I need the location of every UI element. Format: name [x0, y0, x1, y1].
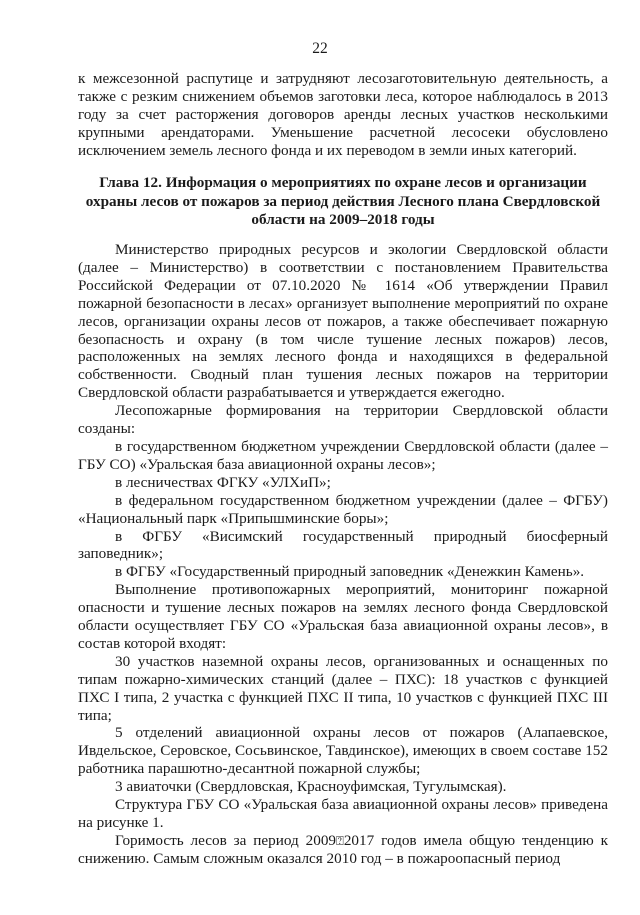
page-number: 22 [312, 40, 328, 57]
paragraph-ministry: Министерство природных ресурсов и экологии Свердловской области (далее – Министерство) в соответствии с постановлением Правительства Российской Федерации от 07.10.2020 № 1614 «Об утверждении Правил пожарной безопасности в лесах» организует выполнение мероприятий по охране лесов, организации охраны лесов от пожаров, а также обеспечивает пожарную безопасность и охрану (в том числе тушение лесных пожаров) лесов, расположенных на землях лесного фонда и находящихся в федеральной собственности. Сводный план тушения лесных пожаров на территории Свердловской области разрабатывается и утверждается ежегодно. [78, 241, 608, 402]
missing-glyph-icon: ⍰ [336, 832, 344, 848]
paragraph-fire-rate [78, 832, 608, 868]
fire-rate-text-end: 2017 годов имела общую тенденцию к снижению. Самым сложным оказался 2010 год – в пожароопасный период [78, 831, 608, 867]
list-item-aviation-units: 5 отделений авиационной охраны лесов от пожаров (Алапаевское, Ивдельское, Серовское, Сосьвинское, Тавдинское), имеющих в своем составе 152 работника парашютно-десантной пожарной службы; [78, 724, 608, 778]
list-item-ground-sections: 30 участков наземной охраны лесов, организованных и оснащенных по типам пожарно-химических станций (далее – ПХС): 18 участков с функцией ПХС I типа, 2 участка с функцией ПХС II типа, 10 участков с функцией ПХС III типа; [78, 652, 608, 724]
paragraph-structure-ref: Структура ГБУ СО «Уральская база авиационной охраны лесов» приведена на рисунке 1. [78, 796, 608, 831]
fire-rate-text-start: Горимость лесов за период 2009 [115, 831, 337, 849]
list-item-national-park: в федеральном государственном бюджетном учреждении (далее – ФГБУ) «Национальный парк «Припышминские боры»; [78, 491, 608, 527]
intro-paragraph: к межсезонной распутице и затрудняют лесозаготовительную деятельность, а также с резким снижением объемов заготовки леса, которое наблюдалось в 2013 году за счет расторжения договоров аренды лесных участков несколькими крупными арендаторами. Уменьшение расчетной лесосеки обусловлено исключением земель лесного фонда и их переводом в земли иных категорий. [78, 70, 608, 159]
list-item-visim-reserve: в ФГБУ «Висимский государственный природный биосферный заповедник»; [78, 527, 608, 563]
paragraph-fire-prevention: Выполнение противопожарных мероприятий, мониторинг пожарной опасности и тушение лесных пожаров на землях лесного фонда Свердловской области осуществляет ГБУ СО «Уральская база авиационной охраны лесов», в состав которой входят: [78, 581, 608, 652]
list-item-gbu-so: в государственном бюджетном учреждении Свердловской области (далее – ГБУ СО) «Уральская база авиационной охраны лесов»; [78, 437, 608, 473]
intro-block [78, 70, 608, 160]
paragraph-formations: Лесопожарные формирования на территории Свердловской области созданы: [78, 402, 608, 438]
list-item-air-points: 3 авиаточки (Свердловская, Красноуфимская, Тугулымская). [115, 778, 507, 796]
list-item-denezhkin-kamen: в ФГБУ «Государственный природный заповедник «Денежкин Камень». [115, 563, 585, 581]
chapter-heading: Глава 12. Информация о мероприятиях по охране лесов и организации охраны лесов от пожаров за период действия Лесного плана Свердловской области на 2009–2018 годы [85, 174, 601, 228]
list-item-ulhip: в лесничествах ФГКУ «УЛХиП»; [115, 473, 331, 491]
body-text [78, 241, 608, 868]
